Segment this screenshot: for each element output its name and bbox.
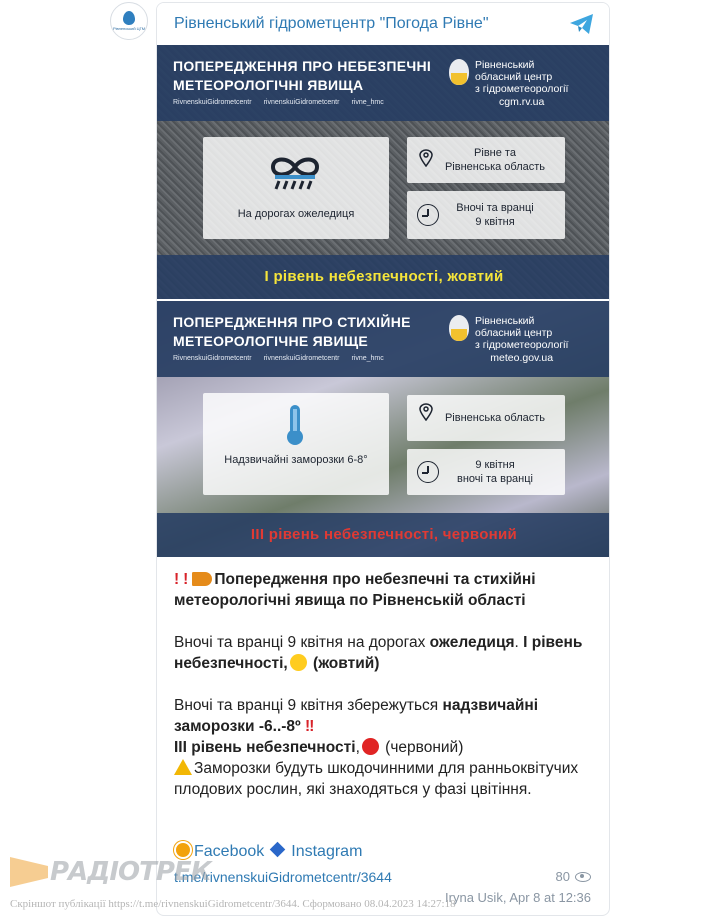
org-logo: Рівненський обласний центр з гідрометеорології cgm.rv.ua <box>449 59 568 108</box>
view-count: 80 <box>556 869 591 884</box>
yellow-circle-icon <box>290 654 307 671</box>
warning-poster-frost[interactable] <box>157 301 610 557</box>
time-panel <box>407 449 565 495</box>
exclamation-icon: ! <box>183 571 189 588</box>
watermark-logo: РАДІОТРЕК <box>10 857 211 887</box>
ice-road-icon <box>267 151 323 195</box>
eye-icon <box>575 872 591 882</box>
location-panel <box>407 137 565 183</box>
level-band <box>157 255 610 299</box>
location-label: Рівне та Рівненська область <box>444 147 546 173</box>
instagram-link[interactable]: Instagram <box>291 843 363 860</box>
play-triangle-icon <box>10 857 48 887</box>
emblem-icon <box>449 59 469 87</box>
time-panel <box>407 191 565 239</box>
red-circle-icon <box>362 738 379 755</box>
hazard-panel <box>203 137 389 239</box>
poster-title: ПОПЕРЕДЖЕННЯ ПРО СТИХІЙНЕ МЕТЕОРОЛОГІЧНЕ ЯВИЩЕ <box>173 314 411 349</box>
thermometer-icon <box>283 403 307 447</box>
location-label: Рівненська область <box>444 412 546 424</box>
watermark-caption: Скріншот публікації https://t.me/rivnenskuiGidrometcentr/3644. Сформовано 08.04.2023 14:27:18 <box>10 898 456 910</box>
double-exclamation-icon: ‼ <box>305 718 315 735</box>
danger-level-label: ІІІ рівень небезпечності, червоний <box>250 526 518 543</box>
time-label: 9 квітня вночі та вранці <box>456 459 533 485</box>
megaphone-icon <box>192 572 212 586</box>
telegram-icon[interactable] <box>569 13 595 35</box>
level-band <box>157 513 610 557</box>
facebook-link[interactable]: Facebook <box>194 843 265 860</box>
emblem-icon <box>449 315 469 343</box>
exclamation-icon: ! <box>174 571 180 588</box>
poster-social-handles: RivnenskuiGidrometcentr rivnenskuiGidrometcentr rivne_hmc <box>173 99 384 106</box>
poster-header-band <box>157 45 610 121</box>
org-logo: Рівненський обласний центр з гідрометеорології meteo.gov.ua <box>449 315 568 364</box>
warning-poster-ice[interactable] <box>157 45 610 299</box>
danger-level-label: І рівень небезпечності, жовтий <box>264 268 504 285</box>
hazard-label: На дорогах ожеледиця <box>237 208 355 220</box>
blue-diamond-icon <box>270 842 286 858</box>
post-author-date: Iryna Usik, Apr 8 at 12:36 <box>445 890 591 905</box>
message-title: ! ! Попередження про небезпечні та стихійні метеорологічні явища по Рівненській області <box>174 571 536 609</box>
hazard-label: Надзвичайні заморозки 6-8° <box>224 454 368 466</box>
poster-header-band <box>157 301 610 377</box>
channel-title[interactable]: Рівненський гідрометцентр "Погода Рівне" <box>174 15 489 32</box>
post-header <box>157 3 610 45</box>
channel-avatar[interactable] <box>110 2 148 40</box>
telegram-post-card <box>156 2 610 916</box>
hazard-panel <box>203 393 389 495</box>
message-frost-paragraph: Вночі та вранці 9 квітня збережуться надзвичайні заморозки -6..-8º ‼ ІІІ рівень небезпечності, (червоний) Заморозки будуть шкодочинними для ранньоквітучих плодових рослин, які знаходяться у фазі цвітіння. <box>174 697 579 798</box>
message-ice-paragraph: Вночі та вранці 9 квітня на дорогах ожеледиця. І рівень небезпечності, (жовтий) <box>174 634 583 672</box>
poster-title: ПОПЕРЕДЖЕННЯ ПРО НЕБЕЗПЕЧНІ МЕТЕОРОЛОГІЧНІ ЯВИЩА <box>173 58 432 93</box>
sun-icon <box>176 843 190 857</box>
post-message <box>174 569 594 821</box>
avatar-text: Рівненський ЦГМ <box>112 26 146 31</box>
warning-icon <box>174 759 192 775</box>
poster-social-handles: RivnenskuiGidrometcentr rivnenskuiGidrometcentr rivne_hmc <box>173 355 384 362</box>
drop-icon <box>123 11 135 25</box>
location-panel <box>407 395 565 441</box>
time-label: Вночі та вранці 9 квітня <box>456 202 534 228</box>
post-url-link[interactable]: t.me/rivnenskuiGidrometcentr/3644 <box>174 869 392 885</box>
